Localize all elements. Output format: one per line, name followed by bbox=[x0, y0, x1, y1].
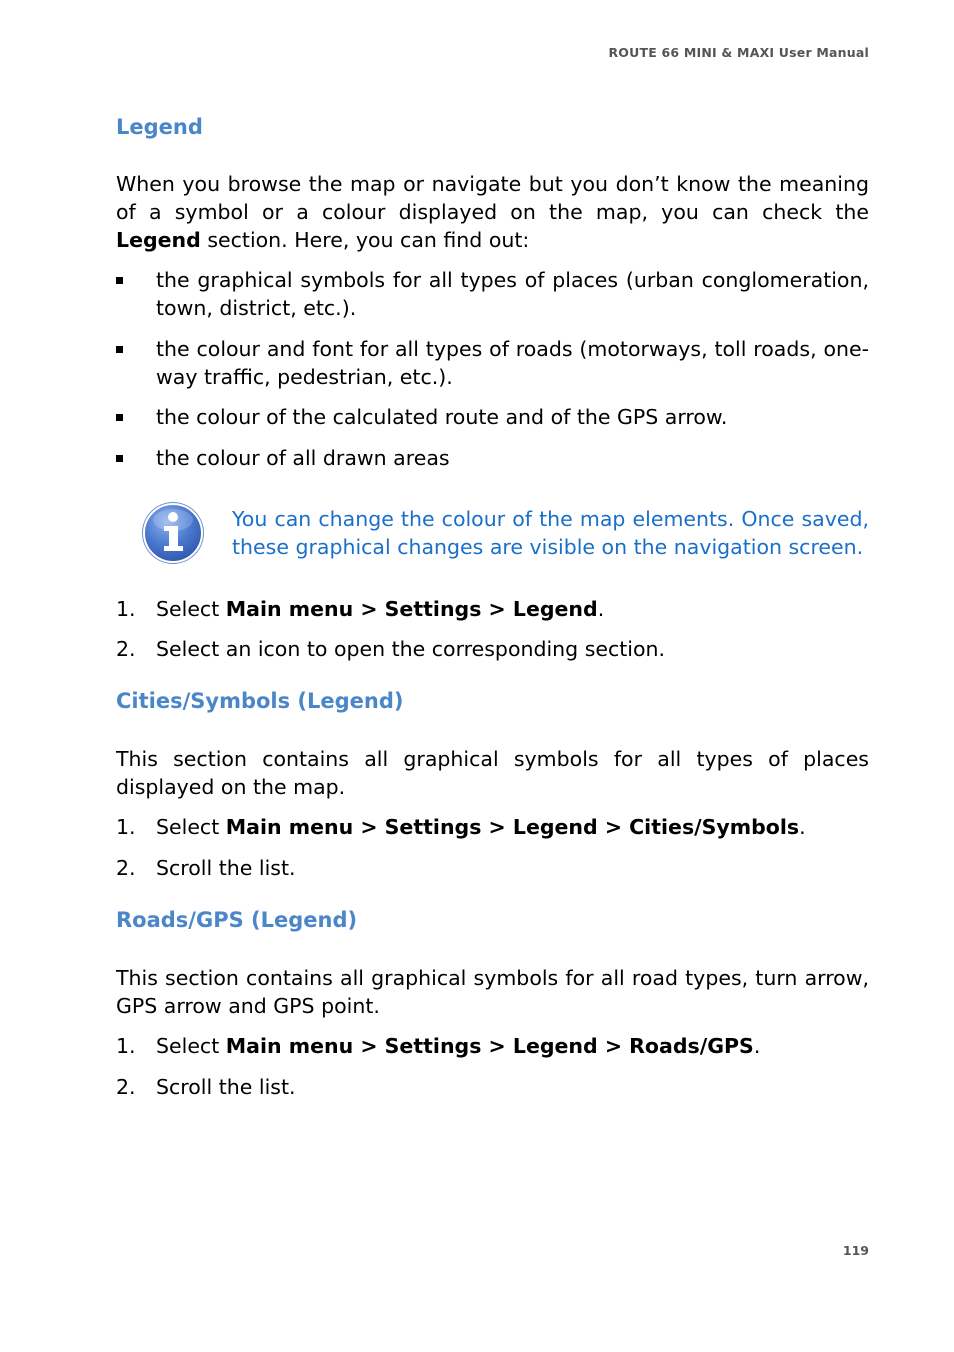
step-text: Scroll the list. bbox=[156, 1075, 296, 1099]
legend-bullet bbox=[116, 335, 869, 391]
legend-bullet bbox=[116, 403, 869, 431]
bullet-marker bbox=[116, 277, 123, 284]
bullet-marker bbox=[116, 455, 123, 462]
step-number: 1. bbox=[116, 815, 136, 839]
roads-intro: This section contains all graphical symbols for all road types, turn arrow, GPS arrow and GPS point. bbox=[116, 966, 869, 1018]
cities-intro: This section contains all graphical symbols for all types of places displayed on the map. bbox=[116, 747, 869, 799]
roads-step bbox=[116, 1032, 869, 1060]
bullet-text: the colour of all drawn areas bbox=[156, 446, 450, 470]
cities-step bbox=[116, 813, 869, 841]
step-text: Select Main menu > Settings > Legend > Cities/Symbols. bbox=[156, 815, 806, 839]
bullet-text: the graphical symbols for all types of places (urban conglomeration, town, district, etc.). bbox=[156, 268, 869, 320]
bullet-marker bbox=[116, 414, 123, 421]
legend-intro-before: When you browse the map or navigate but you don’t know the meaning of a symbol or a colour displayed on the map, you can check the bbox=[116, 172, 869, 224]
legend-intro bbox=[116, 170, 869, 254]
step-number: 2. bbox=[116, 637, 136, 661]
menu-path: Main menu > Settings > Legend bbox=[225, 597, 598, 621]
step-number: 1. bbox=[116, 1034, 136, 1058]
legend-bullet bbox=[116, 266, 869, 322]
roads-heading: Roads/GPS (Legend) bbox=[116, 908, 358, 932]
bullet-marker bbox=[116, 346, 123, 353]
step-text: Select Main menu > Settings > Legend. bbox=[156, 597, 605, 621]
bullet-text: the colour of the calculated route and of the GPS arrow. bbox=[156, 405, 728, 429]
note-text: You can change the colour of the map elements. Once saved, these graphical changes are visible on the navigation screen. bbox=[232, 507, 869, 559]
legend-step bbox=[116, 635, 869, 663]
legend-intro-after: section. Here, you can find out: bbox=[200, 228, 530, 252]
page-number: 119 bbox=[842, 1243, 869, 1258]
step-number: 2. bbox=[116, 1075, 136, 1099]
step-number: 2. bbox=[116, 856, 136, 880]
bullet-text: the colour and font for all types of roads (motorways, toll roads, one-way traffic, pedestrian, etc.). bbox=[156, 337, 869, 389]
legend-step bbox=[116, 595, 869, 623]
cities-heading: Cities/Symbols (Legend) bbox=[116, 689, 404, 713]
step-text: Scroll the list. bbox=[156, 856, 296, 880]
legend-heading: Legend bbox=[116, 115, 203, 139]
roads-step bbox=[116, 1073, 869, 1101]
info-note bbox=[140, 500, 869, 568]
menu-path: Main menu > Settings > Legend > Roads/GPS bbox=[225, 1034, 754, 1058]
info-icon bbox=[140, 500, 206, 566]
cities-step bbox=[116, 854, 869, 882]
step-number: 1. bbox=[116, 597, 136, 621]
step-text: Select Main menu > Settings > Legend > Roads/GPS. bbox=[156, 1034, 761, 1058]
step-text: Select an icon to open the corresponding section. bbox=[156, 637, 666, 661]
menu-path: Main menu > Settings > Legend > Cities/Symbols bbox=[225, 815, 800, 839]
legend-bullet bbox=[116, 444, 869, 472]
legend-intro-bold: Legend bbox=[116, 228, 201, 252]
running-header: ROUTE 66 MINI & MAXI User Manual bbox=[608, 45, 869, 60]
